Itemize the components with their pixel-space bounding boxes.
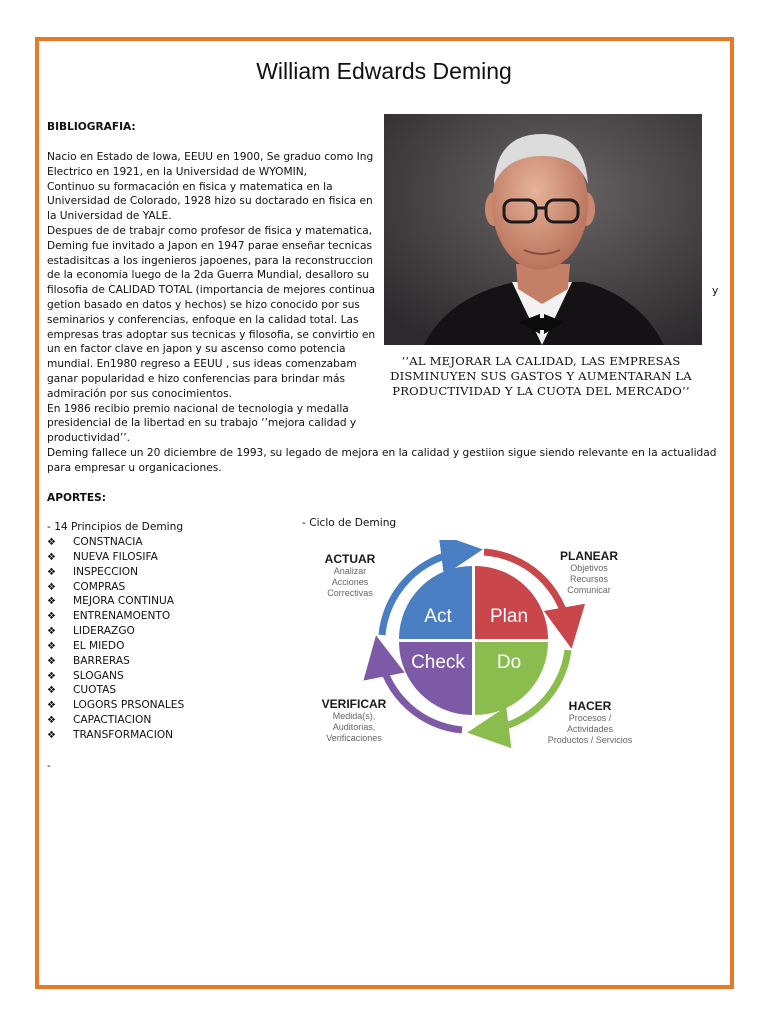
biography-line: Electrico en 1921, en la Universidad de WYOMIN,	[47, 165, 307, 178]
biography-line: la Universidad de YALE.	[47, 210, 172, 223]
principle-item	[47, 535, 184, 550]
biography-line: estadisitcas a los ingenieros japoenes, para la reconstruccion	[47, 254, 373, 267]
principle-label: COMPRAS	[73, 580, 126, 593]
principle-label: TRANSFORMACION	[73, 728, 174, 741]
bullet-icon: ❖	[47, 566, 56, 578]
bullet-icon: ❖	[47, 655, 56, 667]
corner-hacer-line-1: Procesos /	[568, 713, 612, 723]
biography-full-line-2: para empresar u organicaciones.	[47, 462, 222, 474]
bullet-icon: ❖	[47, 551, 56, 563]
bullet-icon: ❖	[47, 685, 56, 697]
bullet-icon: ❖	[47, 700, 56, 712]
principle-item	[47, 565, 184, 580]
principle-item	[47, 698, 184, 713]
bullet-icon: ❖	[47, 581, 56, 593]
bullet-icon: ❖	[47, 715, 56, 727]
principle-label: NUEVA FILOSIFA	[73, 550, 158, 563]
principle-label: LOGORS PRSONALES	[73, 699, 185, 712]
principle-label: CONSTNACIA	[73, 536, 143, 548]
bullet-icon: ❖	[47, 611, 56, 623]
pdca-cycle-diagram	[312, 540, 642, 748]
biography-line: admiración por sus conocimientos.	[47, 387, 232, 400]
corner-verificar-title: VERIFICAR	[321, 697, 387, 711]
biography-full-line-1: Deming fallece un 20 diciembre de 1993, su legado de mejora en la calidad y gestiion sigue siendo relevante en la actualidad	[47, 447, 717, 459]
bullet-icon: ❖	[47, 626, 56, 638]
principle-label: BARRERAS	[73, 654, 130, 667]
principle-item	[47, 580, 184, 595]
deming-quote: ‘’AL MEJORAR LA CALIDAD, LAS EMPRESAS DISMINUYEN SUS GASTOS Y AUMENTARAN LA PRODUCTIVIDAD Y LA CUOTA DEL MERCADO’’	[390, 354, 692, 399]
corner-actuar-title: ACTUAR	[324, 552, 376, 566]
principle-label: INSPECCION	[73, 565, 139, 578]
stray-character: y	[712, 285, 719, 297]
bullet-icon: ❖	[47, 537, 56, 548]
portrait-photo	[384, 114, 702, 345]
corner-planear-line-1: Objetivos	[570, 563, 608, 573]
principle-label: MEJORA CONTINUA	[73, 595, 175, 608]
biography-line: Continuo su formacación en fisica y matematica en la	[47, 180, 333, 193]
quadrant-plan-label: Plan	[489, 606, 529, 627]
corner-verificar-line-2: Auditorias,	[332, 722, 376, 732]
corner-planear-line-2: Recursos	[569, 574, 609, 584]
principle-item	[47, 624, 184, 639]
biography-line: ganar popularidad e hizo conferencias para brindar más	[47, 373, 345, 385]
principle-item	[47, 728, 184, 743]
principle-label: LIDERAZGO	[73, 625, 135, 638]
corner-actuar-line-1: Analizar	[333, 566, 367, 576]
biography-line: En 1986 recibio premio nacional de tecnologia y medalla	[47, 402, 349, 415]
biography-line: mundial. En1980 regreso a EEUU , sus ideas comenzabam	[47, 358, 357, 371]
corner-verificar-line-3: Verificaciones	[326, 733, 382, 743]
principle-item	[47, 654, 184, 669]
principle-label: CUOTAS	[73, 684, 117, 697]
quadrant-do-label: Do	[496, 652, 522, 673]
biography-line: productividad’’.	[47, 432, 130, 445]
bullet-icon: ❖	[47, 670, 56, 682]
principle-item	[47, 683, 184, 698]
biography-line: empresas tras adoptar sus tecnicas y filosofia, se convirtio en	[47, 328, 376, 341]
biography-line: filosofia de CALIDAD TOTAL (importancia de mejores continua	[47, 284, 376, 297]
biography-line: un en factor clave en japon y su ascenso como potencia	[47, 343, 346, 356]
principle-item	[47, 609, 184, 624]
quadrant-act-label: Act	[424, 606, 452, 627]
biography-line: seminarios y conferencias, enfoque en la calidad total. Las	[47, 313, 359, 326]
corner-planear-title: PLANEAR	[559, 549, 619, 563]
biography-line: de la economia luego de la 2da Guerra Mundial, desalloro su	[47, 269, 370, 282]
page-title: William Edwards Deming	[256, 58, 512, 84]
principle-item	[47, 669, 184, 684]
trailing-dash: -	[47, 760, 51, 772]
principle-label: ENTRENAMOENTO	[73, 610, 171, 623]
corner-actuar-line-3: Correctivas	[327, 588, 373, 598]
principle-label: EL MIEDO	[73, 639, 125, 652]
principle-item	[47, 639, 184, 654]
bullet-icon: ❖	[47, 596, 56, 608]
principle-item	[47, 713, 184, 728]
principle-label: CAPACTIACION	[73, 714, 152, 727]
corner-verificar-line-1: Medida(s),	[332, 711, 376, 721]
biography-line: presidencial de la libertad en su trabajo ‘’mejora calidad y	[47, 417, 357, 430]
corner-planear-line-3: Comunicar	[567, 585, 611, 595]
biography-line: Despues de de trabajr como profesor de fisica y matematica,	[47, 225, 373, 237]
principles-list	[47, 535, 184, 743]
principles-heading: - 14 Principios de Deming	[47, 521, 184, 533]
biography-line: Nacio en Estado de Iowa, EEUU en 1900, Se graduo como Ing	[47, 151, 374, 163]
bullet-icon: ❖	[47, 640, 56, 652]
biography-line: getion basado en datos y hechos) se hizo conocido por sus	[47, 299, 360, 311]
quadrant-check-label: Check	[411, 652, 465, 673]
corner-hacer-line-3: Productos / Servicios	[547, 735, 633, 745]
principle-item	[47, 550, 184, 565]
principle-label: SLOGANS	[73, 669, 124, 682]
biography-line: Universidad de Colorado, 1928 hizo su doctarado en fisica en	[47, 195, 373, 208]
principle-item	[47, 594, 184, 609]
biography-heading: BIBLIOGRAFIA:	[47, 121, 136, 133]
corner-hacer-title: HACER	[568, 699, 612, 713]
corner-actuar-line-2: Acciones	[331, 577, 369, 587]
cycle-heading: - Ciclo de Deming	[302, 517, 397, 529]
biography-line: Deming fue invitado a Japon en 1947 parae enseñar tecnicas	[47, 239, 372, 252]
aportes-heading: APORTES:	[47, 492, 106, 504]
corner-hacer-line-2: Actividades	[566, 724, 614, 734]
bullet-icon: ❖	[47, 729, 56, 741]
